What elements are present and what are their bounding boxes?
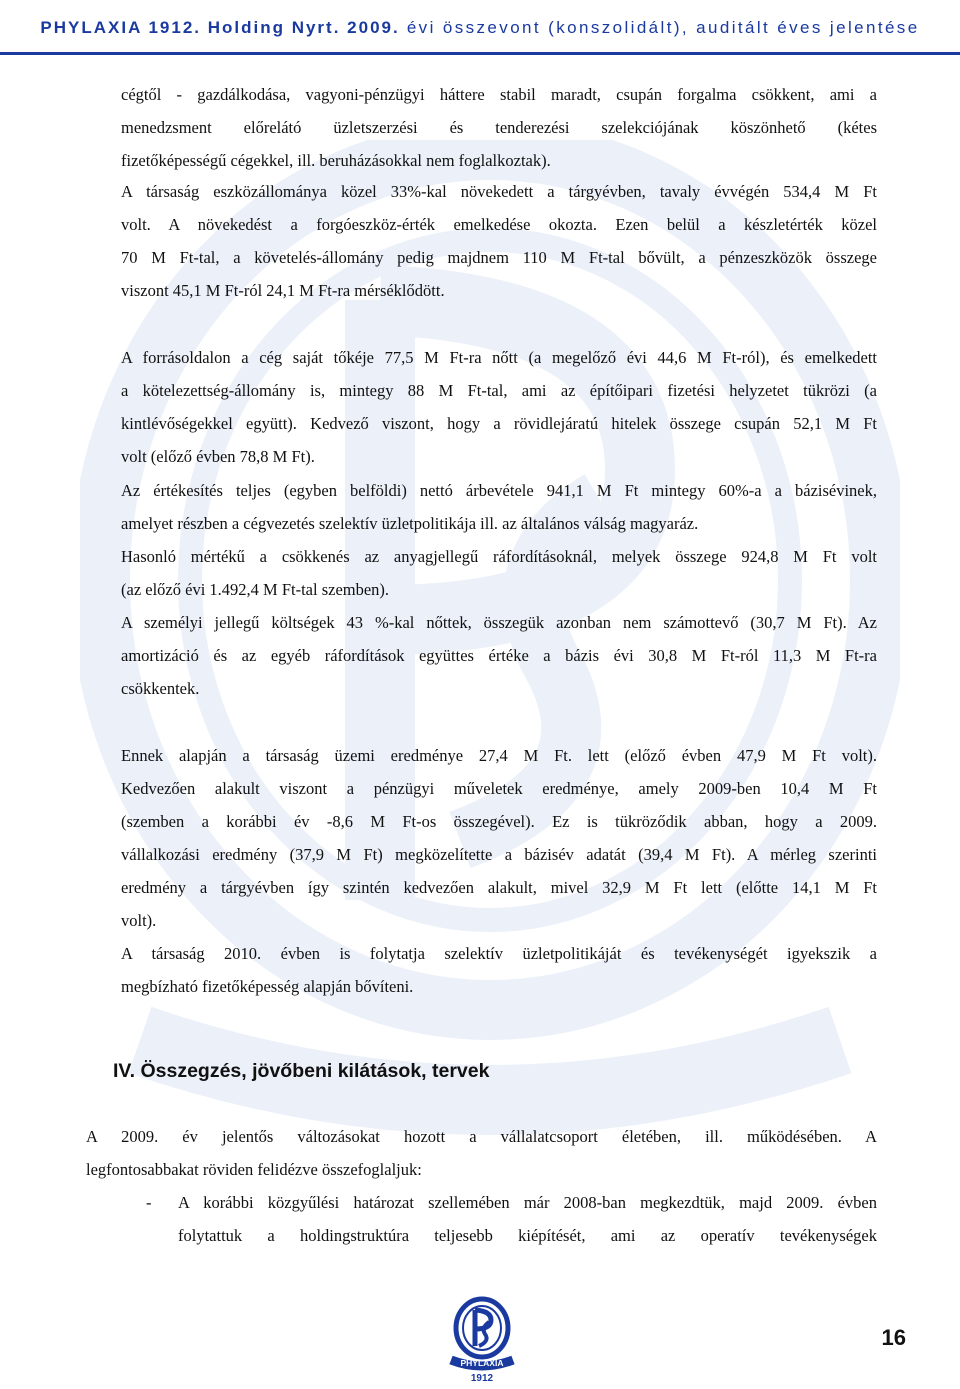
text-line: (az előző évi 1.492,4 M Ft-tal szemben). xyxy=(121,580,390,599)
paragraph-7 xyxy=(121,739,877,937)
paragraph-1 xyxy=(121,78,877,177)
text-line: volt). xyxy=(121,911,157,930)
text-line: Hasonló mértékű a csökkenés az anyagjellegű ráfordításoknál, melyek összege 924,8 M Ft volt xyxy=(121,547,877,566)
bullet-marker: - xyxy=(146,1193,152,1212)
paragraph-6 xyxy=(121,606,877,705)
footer-logo-name: PHYLAXIA xyxy=(460,1358,504,1368)
text-line: vállalkozási eredmény (37,9 M Ft) megközelítette a bázisév adatát (39,4 M Ft). A mérleg szerinti xyxy=(121,845,877,864)
text-line: a kötelezettség-állomány is, mintegy 88 M Ft-tal, ami az építőipari fizetési helyzetet tükrözi (a xyxy=(121,381,877,400)
page-number: 16 xyxy=(881,1325,906,1350)
text-line: fizetőképességű cégekkel, ill. beruházásokkal nem foglalkoztak). xyxy=(121,151,551,170)
text-line: legfontosabbakat röviden felidézve összefoglaljuk: xyxy=(86,1160,422,1179)
text-line: menedzsment előrelátó üzletszerzési és tenderezési szelekciójának köszönhető (kétes xyxy=(121,118,877,137)
text-line: (szemben a korábbi év -8,6 M Ft-os összegével). Ez is tükröződik abban, hogy a 2009. xyxy=(121,812,877,831)
text-line: A korábbi közgyűlési határozat szellemében már 2008-ban megkezdtük, majd 2009. évben xyxy=(178,1193,877,1212)
paragraph-8 xyxy=(121,937,877,1003)
text-line: volt (előző évben 78,8 M Ft). xyxy=(121,447,315,466)
section-heading: IV. Összegzés, jövőbeni kilátások, tervek xyxy=(113,1060,490,1082)
footer-logo-year: 1912 xyxy=(470,1373,494,1384)
list-item-text xyxy=(178,1186,877,1252)
paragraph-2 xyxy=(121,175,877,307)
text-line: viszont 45,1 M Ft-ról 24,1 M Ft-ra mérséklődött. xyxy=(121,281,445,300)
text-line: Az értékesítés teljes (egyben belföldi) nettó árbevétele 941,1 M Ft mintegy 60%-a a bázisévinek, xyxy=(121,481,877,500)
paragraph-5 xyxy=(121,540,877,606)
text-line: folytattuk a holdingstruktúra teljesebb kiépítését, ami az operatív tevékenységek xyxy=(178,1226,877,1245)
text-line: A személyi jellegű költségek 43 %-kal nőttek, összegük azonban nem számottevő (30,7 M Ft). Az xyxy=(121,613,877,632)
text-line: A 2009. év jelentős változásokat hozott a vállalatcsoport életében, ill. működésében. A xyxy=(86,1127,877,1146)
header-title-company: PHYLAXIA 1912. Holding Nyrt. 2009. xyxy=(40,18,400,37)
section-intro xyxy=(86,1120,877,1186)
paragraph-3 xyxy=(121,341,877,473)
text-line: volt. A növekedést a forgóeszköz-érték emelkedése okozta. Ezen belül a készletérték közel xyxy=(121,215,877,234)
text-line: A társaság eszközállománya közel 33%-kal növekedett a tárgyévben, tavaly évvégén 534,4 M Ft xyxy=(121,182,877,201)
header-title-description: évi összevont (konszolidált), auditált éves jelentése xyxy=(399,18,920,37)
text-line: cégtől - gazdálkodása, vagyoni-pénzügyi háttere stabil maradt, csupán forgalma csökkent, ami a xyxy=(121,85,877,104)
text-line: eredmény a tárgyévben így szintén kedvezően alakult, mivel 32,9 M Ft lett (előtte 14,1 M Ft xyxy=(121,878,877,897)
text-line: csökkentek. xyxy=(121,679,200,698)
text-line: amelyet részben a cégvezetés szelektív üzletpolitikája ill. az általános válság magyaráz. xyxy=(121,514,699,533)
paragraph-4 xyxy=(121,474,877,540)
text-line: megbízható fizetőképesség alapján bővíteni. xyxy=(121,977,414,996)
text-line: Kedvezően alakult viszont a pénzügyi műveletek eredménye, amely 2009-ben 10,4 M Ft xyxy=(121,779,877,798)
text-line: A forrásoldalon a cég saját tőkéje 77,5 M Ft-ra nőtt (a megelőző évi 44,6 M Ft-ról), és emelkedett xyxy=(121,348,877,367)
text-line: amortizáció és az egyéb ráfordítások együttes értéke a bázis évi 30,8 M Ft-ról 11,3 M Ft-ra xyxy=(121,646,877,665)
text-line: 70 M Ft-tal, a követelés-állomány pedig majdnem 110 M Ft-tal bővült, a pénzeszközök összege xyxy=(121,248,877,267)
phylaxia-footer-logo xyxy=(447,1296,517,1384)
text-line: kintlévőségekkel együtt). Kedvező viszont, hogy a rövidlejáratú hitelek összege csupán 52,1 M Ft xyxy=(121,414,877,433)
text-line: A társaság 2010. évben is folytatja szelektív üzletpolitikáját és tevékenységét igyekszik a xyxy=(121,944,877,963)
text-line: Ennek alapján a társaság üzemi eredménye 27,4 M Ft. lett (előző évben 47,9 M Ft volt). xyxy=(121,746,877,765)
